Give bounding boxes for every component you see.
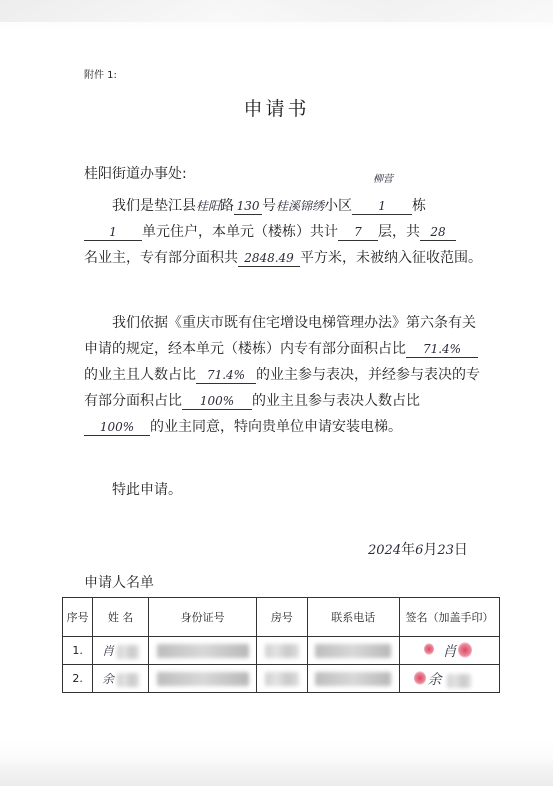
- text-segment: 栋: [412, 198, 427, 214]
- signature-handwritten: 余: [427, 671, 442, 688]
- row-signature: [399, 665, 499, 693]
- header-name: 姓 名: [93, 598, 149, 637]
- text-segment: 的业主且人数占比: [84, 367, 196, 383]
- row-name: [93, 665, 149, 693]
- building-number-blank: 1: [352, 198, 412, 215]
- people-ratio-blank: 71.4%: [196, 367, 256, 384]
- vote-area-ratio-blank: 100%: [182, 393, 252, 410]
- row-signature: [399, 637, 499, 665]
- text-segment: 我们是垫江县: [112, 198, 196, 214]
- text-segment: 的业主参与表决，并经参与表决的专有部分面积占比: [84, 367, 480, 409]
- date-year-suffix: 年: [401, 542, 416, 558]
- road-name-handwritten: 桂阳: [196, 199, 221, 213]
- closing-text: 特此申请。: [112, 482, 182, 498]
- unit-number-blank: 1: [84, 224, 142, 241]
- vote-people-ratio-blank: 100%: [84, 419, 150, 436]
- scan-shadow: [0, 760, 553, 786]
- name-handwritten: 余: [102, 672, 115, 686]
- text-segment: 路: [220, 198, 235, 214]
- text-segment: 单元住户，本单元（楼栋）共计: [142, 224, 338, 240]
- community-name-handwritten: 桂溪锦绣: [276, 199, 325, 213]
- handwritten-annotation: 柳营: [373, 174, 393, 185]
- redaction-blur: [315, 644, 391, 658]
- text-segment: 平方米，未被纳入征收范围。: [300, 250, 482, 266]
- row-index: 2.: [63, 665, 93, 693]
- row-id-number: [148, 665, 256, 693]
- document-title: 申请书: [243, 98, 310, 120]
- addressee: 桂阳街道办事处:: [84, 166, 187, 182]
- header-id-number: 身份证号: [148, 598, 256, 637]
- text-segment: 的业主且参与表决人数占比: [252, 393, 420, 409]
- redaction-blur: [447, 674, 471, 688]
- header-index: 序号: [63, 598, 93, 637]
- thumbprint-stamp: [414, 671, 426, 685]
- row-room-number: [257, 637, 307, 665]
- redaction-blur: [265, 644, 299, 658]
- text-segment: 名业主，专有部分面积共: [84, 250, 238, 266]
- redaction-blur: [315, 672, 391, 686]
- row-name: [93, 637, 149, 665]
- date-month-suffix: 月: [423, 542, 438, 558]
- row-phone: [307, 665, 399, 693]
- table-header-row: [63, 598, 500, 637]
- redaction-blur: [265, 672, 299, 686]
- applicant-table: [62, 597, 500, 693]
- redaction-blur: [117, 645, 139, 659]
- date-year: 2024: [368, 543, 402, 558]
- date-day-suffix: 日: [453, 542, 468, 558]
- row-room-number: [257, 665, 307, 693]
- area-ratio-blank: 71.4%: [406, 341, 478, 358]
- area-blank: 2848.49: [238, 250, 300, 267]
- text-segment: 小区: [324, 198, 353, 214]
- header-signature: 签名（加盖手印）: [399, 598, 499, 637]
- date-month: 6: [415, 543, 424, 558]
- household-count-blank: 28: [420, 224, 456, 241]
- thumbprint-stamp: [424, 643, 434, 655]
- attachment-label: 附件 1:: [84, 70, 117, 81]
- redaction-blur: [157, 672, 249, 686]
- redaction-blur: [117, 673, 139, 687]
- text-segment: 我们依据《重庆市既有住宅增设电梯管理办法》第六条有关申请的规定，经本单元（楼栋）内专有部分面积占比: [84, 315, 476, 357]
- table-row: [63, 637, 500, 665]
- scan-smudge: [0, 0, 553, 22]
- closing-line: [84, 477, 484, 503]
- signature-handwritten: 肖: [442, 643, 457, 660]
- header-phone: 联系电话: [307, 598, 399, 637]
- road-number-blank: 130: [234, 198, 262, 215]
- row-index: 1.: [63, 637, 93, 665]
- header-room-number: 房号: [257, 598, 307, 637]
- paragraph-voting-info: [84, 310, 484, 440]
- name-handwritten: 肖: [102, 644, 115, 658]
- text-segment: 号: [262, 198, 277, 214]
- text-segment: 的业主同意，特向贵单位申请安装电梯。: [150, 419, 402, 435]
- paragraph-building-info: [84, 193, 484, 271]
- row-id-number: [148, 637, 256, 665]
- applicant-list-title: 申请人名单: [84, 575, 154, 591]
- row-phone: [307, 637, 399, 665]
- text-segment: 层，共: [378, 224, 420, 240]
- date-day: 23: [437, 543, 454, 558]
- table-row: [63, 665, 500, 693]
- floor-count-blank: 7: [338, 224, 378, 241]
- redaction-blur: [157, 644, 249, 658]
- signing-date: [368, 539, 468, 559]
- thumbprint-stamp: [458, 642, 472, 658]
